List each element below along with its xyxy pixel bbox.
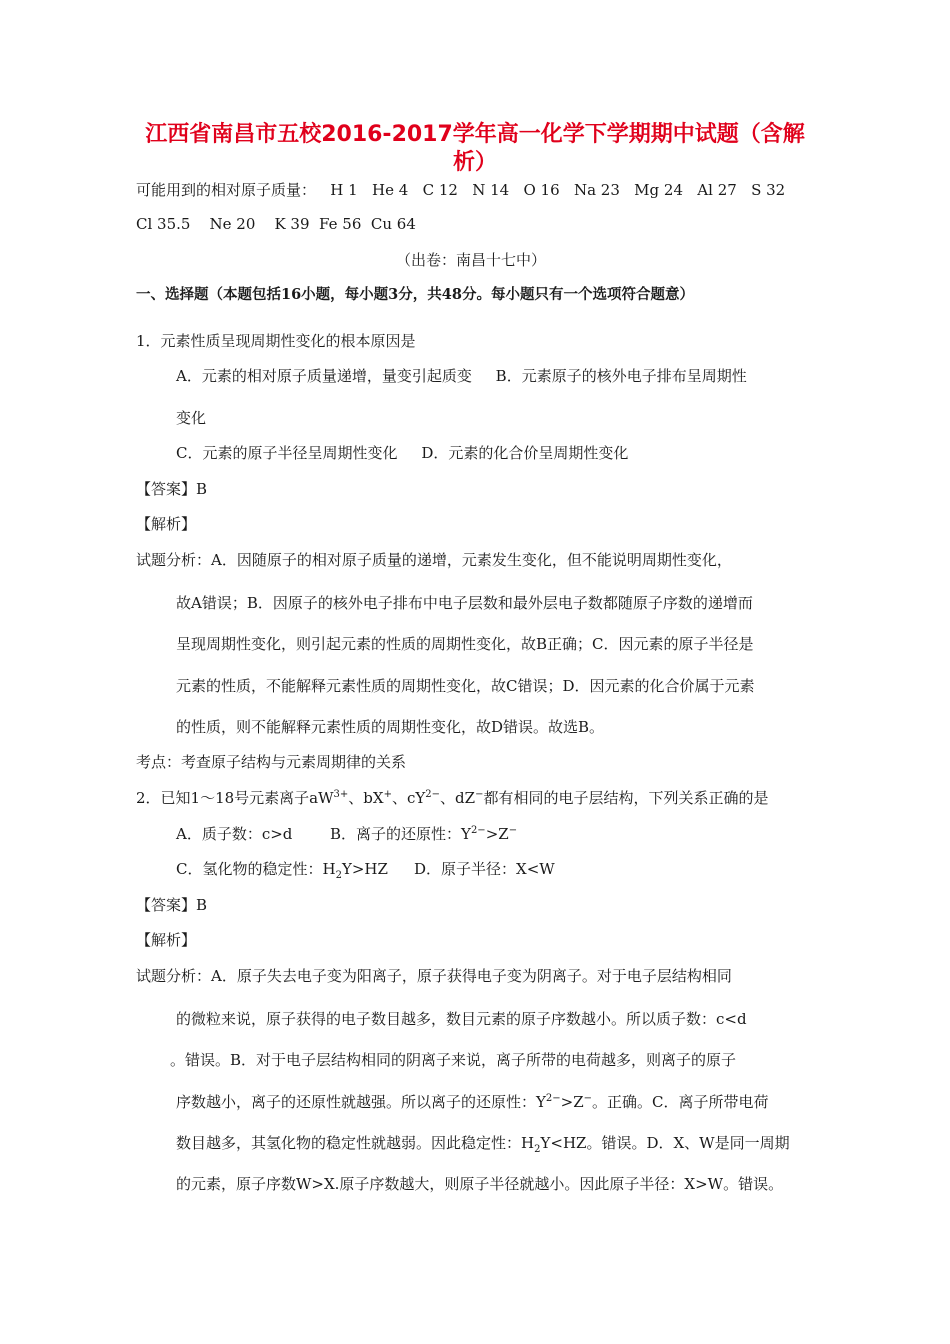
q1-answer: 【答案】B — [136, 480, 208, 498]
q1-options-line2: 变化 — [176, 409, 207, 427]
charge-superscript: 3+ — [333, 789, 349, 800]
charge-superscript: − — [583, 1093, 593, 1104]
q2-analysis-text: 数目越多，其氢化物的稳定性就越弱。因此稳定性：H — [176, 1134, 535, 1152]
q2-stem-text: 都有相同的电子层结构，下列关系正确的是 — [483, 789, 769, 807]
q2-analysis-text: 序数越小，离子的还原性就越强。所以离子的还原性：Y — [176, 1093, 546, 1111]
q1-options-line3: C．元素的原子半径呈周期性变化 D．元素的化合价呈周期性变化 — [176, 444, 629, 462]
q2-analysis-text: 。正确。C．离子所带电荷 — [592, 1093, 769, 1111]
q2-option-b-text: B．离子的还原性：Y — [330, 825, 471, 843]
q1-analysis-label: 【解析】 — [136, 515, 197, 533]
atomic-masses-line2: Cl 35.5 Ne 20 K 39 Fe 56 Cu 64 — [136, 215, 416, 233]
q2-stem-text: 、bX — [348, 789, 384, 807]
q2-stem-text: 、dZ — [440, 789, 476, 807]
q2-analysis-line — [176, 1092, 769, 1112]
count-subscript: 2 — [335, 870, 342, 881]
q2-option-c-text: Y>HZ — [341, 860, 388, 878]
q2-option-b-text: >Z — [485, 825, 509, 843]
q2-analysis-label: 【解析】 — [136, 931, 197, 949]
charge-superscript: + — [383, 789, 392, 800]
q2-option-a: A．质子数：c>d — [176, 825, 293, 843]
q1-kaodian: 考点：考查原子结构与元素周期律的关系 — [136, 753, 407, 771]
q1-analysis-line: 试题分析：A．因随原子的相对原子质量的递增，元素发生变化，但不能说明周期性变化， — [136, 551, 732, 569]
q1-options-line1: A．元素的相对原子质量递增，量变引起质变 B．元素原子的核外电子排布呈周期性 — [176, 367, 747, 385]
q2-analysis-line — [176, 1133, 790, 1153]
q2-analysis-text: Y<HZ。错误。D．X、W是同一周期 — [540, 1134, 790, 1152]
q2-analysis-text: >Z — [560, 1093, 584, 1111]
charge-superscript: − — [508, 825, 518, 836]
document-title-line2: 析） — [452, 150, 497, 175]
document-title-line1: 江西省南昌市五校2016-2017学年高一化学下学期期中试题（含解 — [145, 122, 805, 147]
q2-analysis-line: 。错误。B．对于电子层结构相同的阴离子来说，离子所带的电荷越多，则离子的原子 — [170, 1051, 737, 1069]
q2-stem-text: 2．已知1～18号元素离子aW — [136, 789, 334, 807]
q2-option-c-text: C．氢化物的稳定性：H — [176, 860, 336, 878]
q2-analysis-line: 的元素，原子序数W>X.原子序数越大，则原子半径就越小。因此原子半径：X>W。错误。 — [176, 1175, 784, 1193]
charge-superscript: 2− — [470, 825, 486, 836]
atomic-masses-line1: 可能用到的相对原子质量： H 1 He 4 C 12 N 14 O 16 Na 23 Mg 24 Al 27 S 32 — [136, 181, 786, 199]
charge-superscript: 2− — [425, 789, 441, 800]
q1-stem: 1．元素性质呈现周期性变化的根本原因是 — [136, 332, 416, 350]
q1-analysis-line: 元素的性质，不能解释元素性质的周期性变化，故C错误；D．因元素的化合价属于元素 — [176, 677, 755, 695]
q2-analysis-line: 试题分析：A．原子失去电子变为阳离子，原子获得电子变为阴离子。对于电子层结构相同 — [136, 967, 732, 985]
charge-superscript: 2− — [545, 1093, 561, 1104]
q1-analysis-line: 呈现周期性变化，则引起元素的性质的周期性变化，故B正确；C．因元素的原子半径是 — [176, 635, 754, 653]
charge-superscript: − — [475, 789, 484, 800]
q2-answer: 【答案】B — [136, 896, 208, 914]
q2-option-b — [330, 824, 517, 844]
q2-stem — [136, 788, 768, 808]
q1-analysis-line: 的性质，则不能解释元素性质的周期性变化，故D错误。故选B。 — [176, 718, 605, 736]
source-note: （出卷：南昌十七中） — [396, 251, 547, 269]
q2-analysis-line: 的微粒来说，原子获得的电子数目越多，数目元素的原子序数越小。所以质子数：c<d — [176, 1010, 747, 1028]
section-heading: 一、选择题（本题包括16小题，每小题3分，共48分。每小题只有一个选项符合题意） — [136, 286, 694, 303]
q2-stem-text: 、cY — [391, 789, 426, 807]
q2-option-c — [176, 859, 388, 879]
q1-analysis-line: 故A错误；B．因原子的核外电子排布中电子层数和最外层电子数都随原子序数的递增而 — [176, 594, 753, 612]
count-subscript: 2 — [534, 1144, 541, 1155]
q2-option-d: D．原子半径：X<W — [414, 860, 555, 878]
